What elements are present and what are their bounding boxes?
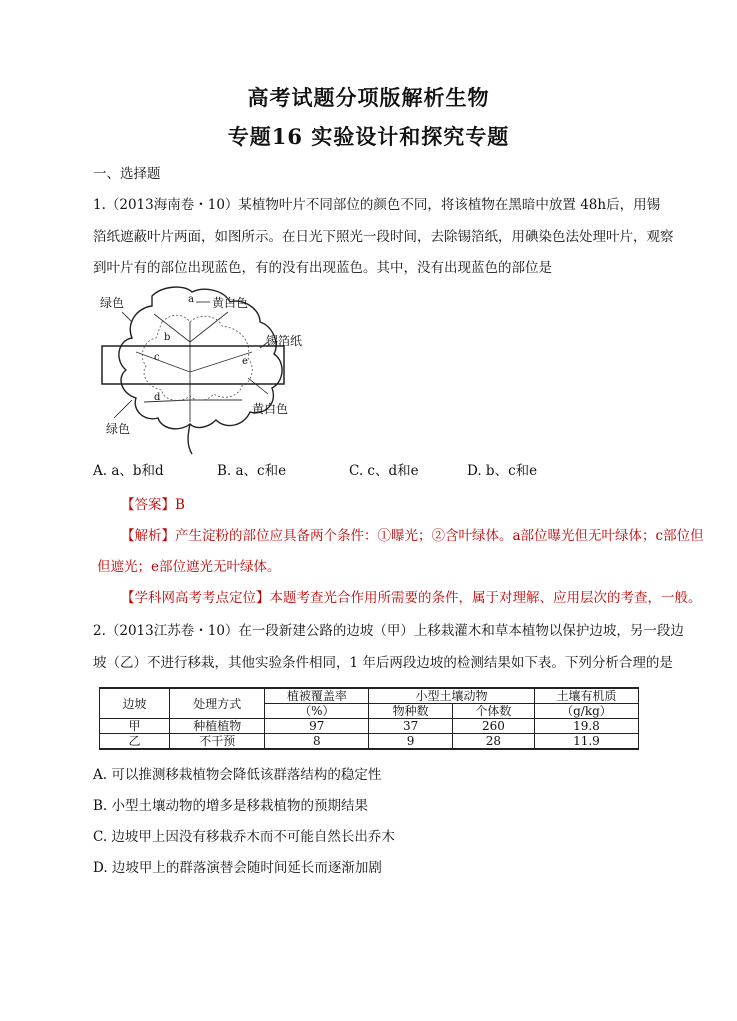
th-species: 物种数 [369,704,453,719]
q1-option-c: C. c、d和e [349,463,419,479]
analysis-label: 【解析】 [121,528,175,544]
th-method: 处理方式 [169,688,264,719]
th-animals: 小型土壤动物 [369,688,535,704]
cell-individuals: 260 [452,719,534,734]
knowledge-label: 【学科网高考考点定位】 [121,590,270,606]
q1-knowledge-point [121,590,702,606]
cell-organic: 19.8 [534,719,638,734]
q1-answer [121,497,185,513]
label-foil: 锡箔纸 [266,334,303,348]
th-cover-unit: （%） [265,704,369,719]
q1-line3: 到叶片有的部位出现蓝色，有的没有出现蓝色。其中，没有出现蓝色的部位是 [93,260,552,276]
cell-organic: 11.9 [534,734,638,750]
th-organic-unit: （g/kg） [534,704,638,719]
q2-option-a: A. 可以推测移栽植物会降低该群落结构的稳定性 [93,767,382,783]
th-cover: 植被覆盖率 [265,688,369,704]
table-row [100,719,639,734]
q1-option-a: A. a、b和d [93,463,164,479]
th-organic: 土壤有机质 [534,688,638,704]
cell-slope: 甲 [100,719,170,734]
th-individuals: 个体数 [452,704,534,719]
point-a: a [188,294,194,305]
point-d: d [154,392,161,403]
table-row [100,734,639,750]
cell-method: 种植植物 [169,719,264,734]
knowledge-text: 本题考查光合作用所需要的条件，属于对理解、应用层次的考查，一般。 [269,590,702,606]
label-green-top: 绿色 [100,296,125,310]
cell-individuals: 28 [452,734,534,750]
cell-species: 37 [369,719,453,734]
point-c: c [154,352,160,363]
cell-slope: 乙 [100,734,170,750]
label-green-bottom: 绿色 [106,422,131,436]
cell-method: 不干预 [169,734,264,750]
q1-option-d: D. b、c和e [467,463,538,479]
analysis-text: 产生淀粉的部位应具备两个条件：①曝光；②含叶绿体。a部位曝光但无叶绿体；c部位但 [175,528,704,544]
cell-cover: 8 [265,734,369,750]
th-slope: 边坡 [100,688,170,719]
q1-analysis-line2: 但遮光；e部位遮光无叶绿体。 [97,559,281,575]
leaf-stem [188,424,192,454]
foil-rect [102,346,284,384]
q1-option-b: B. a、c和e [217,463,287,479]
q1-analysis-line1 [121,528,704,544]
label-yellow-bottom: 黄白色 [252,402,289,416]
cell-species: 9 [369,734,453,750]
q2-line2: 坡（乙）不进行移栽，其他实验条件相同，1 年后两段边坡的检测结果如下表。下列分析合理的是 [93,655,673,671]
cell-cover: 97 [265,719,369,734]
leaf-figure [92,282,304,458]
point-e: e [242,356,248,367]
q2-option-b: B. 小型土壤动物的增多是移栽植物的预期结果 [93,798,369,814]
page-title: 高考试题分项版解析生物 [247,85,490,110]
point-b: b [164,332,171,343]
q2-option-d: D. 边坡甲上的群落演替会随时间延长而逐渐加剧 [93,860,382,876]
q2-option-c: C. 边坡甲上因没有移栽乔木而不可能自然长出乔木 [93,829,395,845]
answer-value: B [175,497,185,513]
q2-data-table [99,687,639,750]
q2-line1: 2.（2013江苏卷・10）在一段新建公路的边坡（甲）上移栽灌木和草本植物以保护边坡，另一段边 [93,623,684,639]
q1-line1: 1.（2013海南卷・10）某植物叶片不同部位的颜色不同，将该植物在黑暗中放置 48h后，用锡 [93,197,661,213]
page-subtitle: 专题16 实验设计和探究专题 [227,124,510,149]
q1-line2: 箔纸遮蔽叶片两面，如图所示。在日光下照光一段时间，去除锡箔纸，用碘染色法处理叶片，观察 [93,229,674,245]
section-heading: 一、选择题 [93,166,161,182]
label-yellow-top: 黄白色 [212,296,249,310]
answer-label: 【答案】 [121,497,175,513]
